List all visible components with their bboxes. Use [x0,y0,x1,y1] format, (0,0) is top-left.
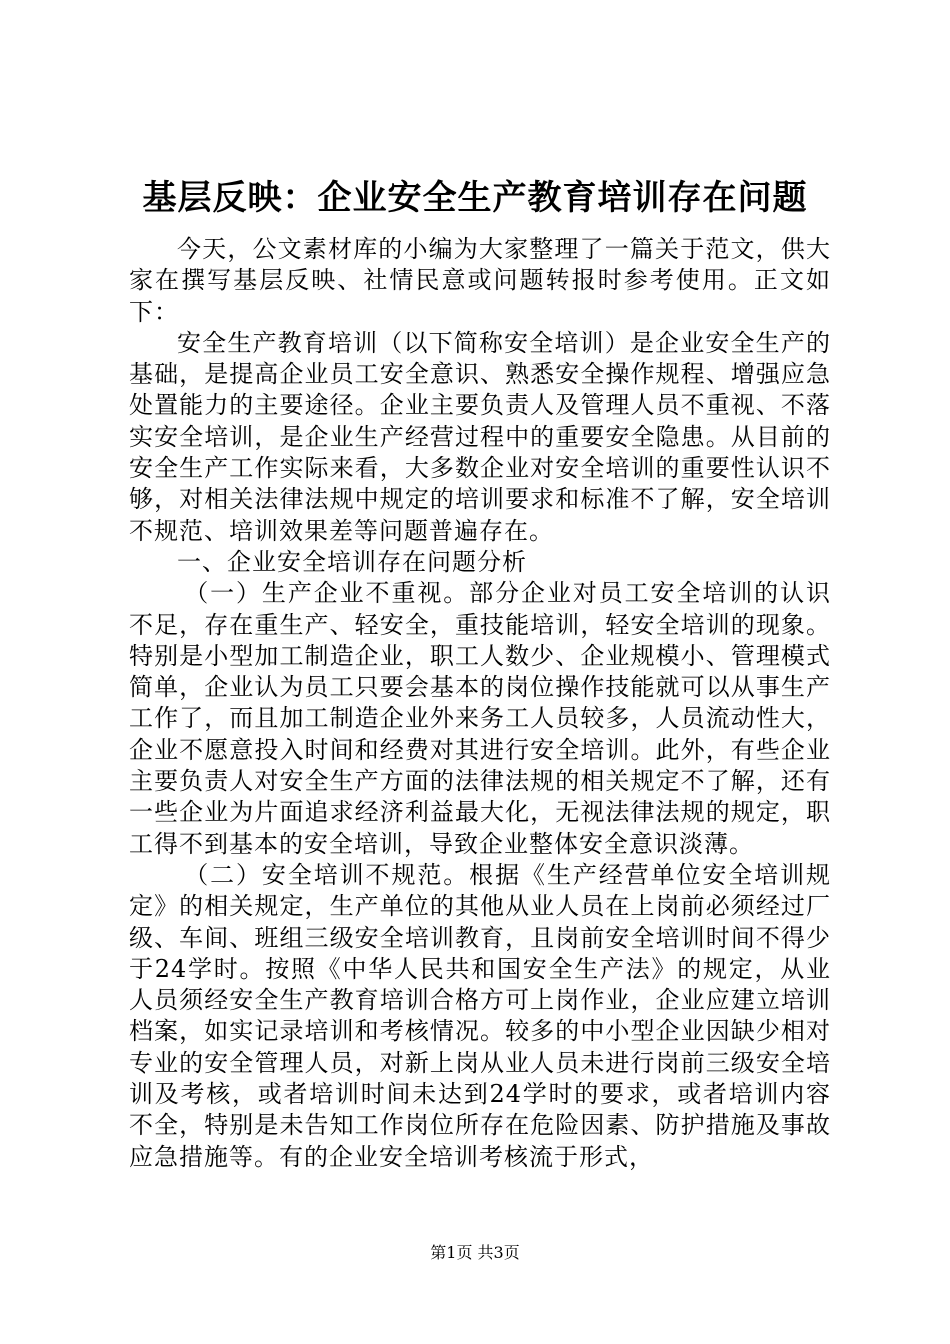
document-body [129,234,831,1173]
page-number-footer: 第1页 共3页 [430,1243,520,1262]
overview-paragraph: 安全生产教育培训（以下简称安全培训）是企业安全生产的基础，是提高企业员工安全意识、熟悉安全操作规程、增强应急处置能力的主要途径。企业主要负责人及管理人员不重视、不落实安全培训，是企业生产经营过程中的重要安全隐患。从目前的安全生产工作实际来看，大多数企业对安全培训的重要性认识不够，对相关法律法规中规定的培训要求和标准不了解，安全培训不规范、培训效果差等问题普遍存在。 [129,328,831,545]
document-title: 基层反映：企业安全生产教育培训存在问题 [142,178,808,218]
section-heading: 一、企业安全培训存在问题分析 [177,547,527,576]
intro-paragraph: 今天，公文素材库的小编为大家整理了一篇关于范文，供大家在撰写基层反映、社情民意或问题转报时参考使用。正文如下： [129,235,831,326]
issue-paragraph-1: （一）生产企业不重视。部分企业对员工安全培训的认识不足，存在重生产、轻安全，重技能培训，轻安全培训的现象。特别是小型加工制造企业，职工人数少、企业规模小、管理模式简单，企业认为员工只要会基本的岗位操作技能就可以从事生产工作了，而且加工制造企业外来务工人员较多，人员流动性大，企业不愿意投入时间和经费对其进行安全培训。此外，有些企业主要负责人对安全生产方面的法律法规的相关规定不了解，还有一些企业为片面追求经济利益最大化，无视法律法规的规定，职工得不到基本的安全培训，导致企业整体安全意识淡薄。 [129,579,831,858]
issue-paragraph-2: （二）安全培训不规范。根据《生产经营单位安全培训规定》的相关规定，生产单位的其他从业人员在上岗前必须经过厂级、车间、班组三级安全培训教育，且岗前安全培训时间不得少于24学时。按照《中华人民共和国安全生产法》的规定，从业人员须经安全生产教育培训合格方可上岗作业，企业应建立培训档案，如实记录培训和考核情况。较多的中小型企业因缺少相对专业的安全管理人员，对新上岗从业人员未进行岗前三级安全培训及考核，或者培训时间未达到24学时的要求，或者培训内容不全，特别是未告知工作岗位所存在危险因素、防护措施及事故应急措施等。有的企业安全培训考核流于形式， [129,860,831,1171]
